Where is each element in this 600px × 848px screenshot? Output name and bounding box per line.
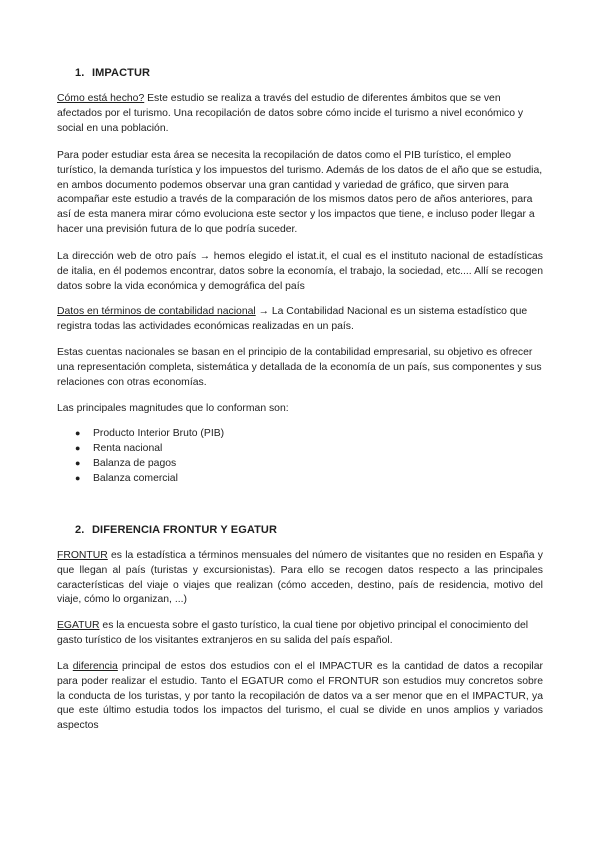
section-1-number: 1. xyxy=(75,67,85,79)
bullet-icon: ● xyxy=(75,443,81,453)
section-1-paragraph-1-text: Este estudio se realiza a través del estudio de diferentes ámbitos que se ven afectados por el turismo. Una recopilación de datos sobre cómo incide el turismo a nivel económico y social en una población. xyxy=(57,93,524,134)
frontur-label: FRONTUR xyxy=(57,550,108,561)
section-2-paragraph-3 xyxy=(57,660,543,734)
section-2-paragraph-1-text: es la estadística a términos mensuales del número de visitantes que no residen en España y que llegan al país (turistas y excursionistas). Para ello se recogen datos respecto a las principales características del viaje o viajes que realizan (cómo acceden, destino, país de residencia, motivo del viaje, cómo lo organizan, ...) xyxy=(57,550,543,606)
difference-label: diferencia xyxy=(72,661,118,672)
section-1-heading xyxy=(75,67,150,79)
section-2-title: DIFERENCIA FRONTUR Y EGATUR xyxy=(92,524,278,536)
bullet-icon: ● xyxy=(75,458,81,468)
bullet-icon: ● xyxy=(75,473,81,483)
list-item-text: Renta nacional xyxy=(93,443,163,454)
section-2-paragraph-3-text: principal de estos dos estudios con el el IMPACTUR es la cantidad de datos a recopilar para poder realizar el estudio. Tanto el EGATUR como el FRONTUR son estudios muy concretos sobre la conducta de los turistas, y por tanto la recopilación de datos va a ser menor que en el IMPACTUR, ya que este último estudia todos los impactos del turismo, el cual se divide en unos amplios y variados aspectos xyxy=(57,661,543,732)
section-2-paragraph-2-text: es la encuesta sobre el gasto turístico, la cual tiene por objetivo principal el conocimiento del gasto turístico de los visitantes extranjeros en su salida del país español. xyxy=(57,620,529,646)
section-2-paragraph-1 xyxy=(57,549,543,608)
list-item xyxy=(75,426,224,441)
egatur-label: EGATUR xyxy=(57,620,100,631)
magnitudes-list xyxy=(75,426,224,486)
list-item xyxy=(75,456,224,471)
section-2-number: 2. xyxy=(75,524,85,536)
section-2-paragraph-3-start: La xyxy=(57,661,73,672)
list-item xyxy=(75,441,224,456)
list-item-text: Producto Interior Bruto (PIB) xyxy=(93,428,225,439)
section-1-paragraph-2: Para poder estudiar esta área se necesita la recopilación de datos como el PIB turístico, el empleo turístico, la demanda turística y los impuestos del turismo. Además de los datos de el año que se estudia, en ambos documento podemos observar una gran cantidad y variedad de gráfico, que sirven para acompañar este estudio a través de la comparación de los mismos datos pero de años anteriores, para así de esta manera mirar cómo evoluciona este sector y los impactos que tiene, e incluso poder llegar a hacer una previsión futura de lo que podría suceder. xyxy=(57,150,543,235)
list-item-text: Balanza de pagos xyxy=(93,458,177,469)
section-1-paragraph-4-text: → La Contabilidad Nacional es un sistema estadístico que registra todas las actividades económicas realizadas en un país. xyxy=(57,306,528,332)
section-1-paragraph-4 xyxy=(57,305,543,335)
section-2-heading xyxy=(75,524,277,536)
list-item xyxy=(75,471,224,486)
section-1-paragraph-1 xyxy=(57,92,543,136)
national-accounts-label: Datos en términos de contabilidad nacional xyxy=(57,306,256,317)
bullet-icon: ● xyxy=(75,428,81,438)
section-1-paragraph-5: Estas cuentas nacionales se basan en el principio de la contabilidad empresarial, su objetivo es ofrecer una representación completa, sistemática y detallada de la economía de un país, sus componentes y sus relaciones con otras economías. xyxy=(57,347,542,388)
section-1-title: IMPACTUR xyxy=(92,67,151,79)
list-item-text: Balanza comercial xyxy=(93,473,178,484)
section-1-paragraph-3: La dirección web de otro país → hemos elegido el istat.it, el cual es el instituto nacional de estadísticas de italia, en él podemos encontrar, datos sobre la economía, el trabajo, la sociedad, etc.... Allí se recogen datos sobre la vida económica y demográfica del país xyxy=(57,251,543,292)
section-1-paragraph-6: Las principales magnitudes que lo conforman son: xyxy=(57,403,289,414)
section-2-paragraph-2 xyxy=(57,619,543,649)
how-made-label: Cómo está hecho? xyxy=(57,93,145,104)
